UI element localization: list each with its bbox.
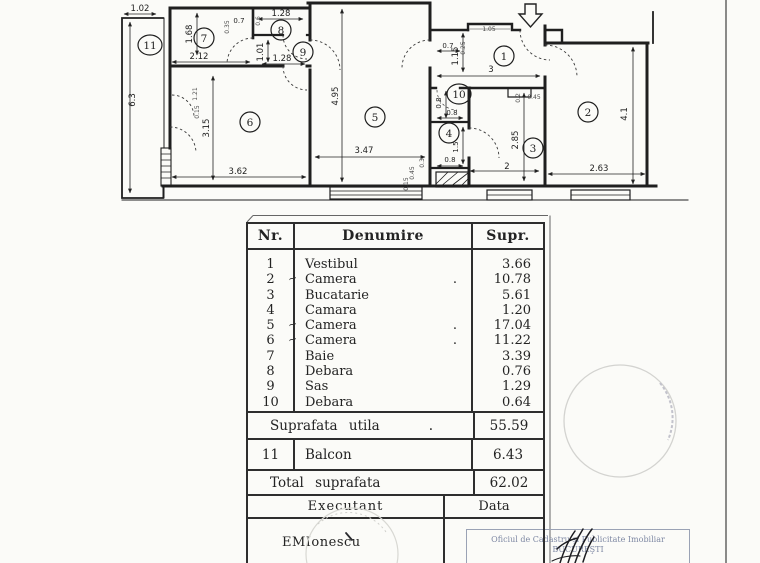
- dim-label: 2.85: [511, 130, 521, 150]
- column-denumire: [286, 250, 473, 411]
- row-supr: 17.04: [493, 318, 531, 334]
- room-label-6: [240, 112, 260, 132]
- row-nr: 4: [266, 302, 275, 318]
- row-nr: 1: [266, 257, 275, 272]
- row-nr: 2: [266, 272, 275, 288]
- row-nr: 9: [266, 379, 275, 395]
- plan-dimension-labels: [128, 4, 630, 191]
- row-name: Bucatarie: [305, 287, 369, 303]
- room-number: 10: [452, 89, 466, 101]
- balcon-nr: 11: [248, 440, 295, 469]
- dim-label: 4.95: [331, 86, 341, 106]
- dim-label: 0.2: [515, 93, 522, 103]
- row-name: Vestibul: [305, 257, 358, 272]
- row-supr: 1.29: [502, 379, 531, 395]
- dim-label: 0.15: [403, 177, 410, 191]
- header-supr: Supr.: [486, 228, 530, 244]
- row-supr: 11.22: [493, 333, 531, 349]
- dim-label: 1.28: [271, 9, 291, 19]
- suprafata-utila-row: [248, 413, 543, 440]
- row-nr: 10: [262, 394, 279, 410]
- dim-label: 3.47: [354, 146, 374, 156]
- dim-label: 1.01: [256, 42, 266, 62]
- row-supr: 10.78: [493, 272, 531, 288]
- row-nr: 5: [266, 318, 275, 334]
- total-value: 62.02: [473, 471, 543, 494]
- dim-label: 1.02: [130, 4, 150, 14]
- office-stamp-line1: Oficiul de Cadastru şi Publicitate Imobiliar: [491, 535, 665, 544]
- room-number: 2: [584, 107, 592, 119]
- pen-dot-mark: .: [452, 318, 457, 334]
- dim-label: 1.68: [185, 24, 195, 44]
- room-label-2: [578, 102, 598, 122]
- pen-tick-mark: ~: [286, 271, 299, 287]
- dim-label: 1.28: [272, 54, 292, 64]
- row-supr: 5.61: [502, 287, 531, 303]
- data-label: Data: [443, 496, 543, 517]
- table-header-row: [248, 224, 543, 250]
- room-label-4: [439, 123, 459, 143]
- dim-label: 1.21: [192, 87, 199, 101]
- row-name: Debara: [305, 364, 354, 380]
- dim-label: 0.8: [435, 97, 443, 109]
- total-row: [248, 471, 543, 496]
- executant-name: EMIonescu: [282, 535, 361, 550]
- room-number: 9: [299, 47, 307, 59]
- area-table: [246, 222, 545, 563]
- dim-label: 0.15: [194, 105, 201, 119]
- room-label-3: [523, 138, 543, 158]
- pen-dot-mark: .: [452, 272, 457, 288]
- pen-dot-mark: .: [428, 418, 433, 434]
- pen-tick-mark: ~: [286, 317, 299, 333]
- pen-tick-mark: ~: [286, 332, 299, 348]
- dim-label: 0.45: [409, 166, 416, 180]
- dim-label: 0.6: [255, 16, 262, 26]
- row-supr: 1.20: [502, 302, 531, 318]
- dim-label: 0.35: [224, 20, 231, 34]
- dim-label: 1.15: [451, 46, 461, 66]
- office-stamp-line2: BUCUREŞTI: [552, 544, 604, 554]
- row-name: ~ Camera .: [286, 271, 457, 288]
- total-label: Total suprafata: [270, 474, 381, 491]
- table-body: [248, 250, 543, 413]
- dim-label: 1.05: [482, 26, 496, 33]
- balcon-value: 6.43: [492, 446, 524, 463]
- header-denumire: Denumire: [295, 224, 473, 248]
- row-supr: 0.64: [502, 394, 531, 410]
- dim-label: 2.12: [189, 52, 209, 62]
- row-supr: 0.76: [502, 364, 531, 380]
- suprafata-utila-label: Suprafata utila .: [270, 417, 433, 434]
- dim-label: 0.45: [527, 94, 541, 101]
- dim-label: 2.63: [589, 164, 609, 174]
- room-number: 8: [277, 25, 285, 37]
- room-number: 4: [445, 128, 453, 140]
- executant-cell: [248, 519, 443, 563]
- executant-label: Executant: [307, 499, 384, 514]
- room-label-11: [138, 35, 162, 55]
- data-cell: [443, 519, 543, 563]
- executant-data-row: [248, 496, 543, 519]
- row-nr: 7: [266, 348, 275, 364]
- room-number: 11: [143, 40, 157, 52]
- dim-label: 3: [488, 65, 494, 75]
- row-name: Sas: [305, 379, 329, 395]
- dim-label: 3.15: [202, 118, 212, 138]
- row-name: Baie: [305, 348, 335, 364]
- room-number: 5: [371, 112, 379, 124]
- column-supr: [473, 250, 543, 411]
- suprafata-utila-value: 55.59: [473, 413, 543, 438]
- row-supr: 3.66: [502, 257, 531, 272]
- dim-label: 2: [504, 162, 510, 172]
- dim-label: 0.25: [460, 41, 467, 55]
- room-number: 3: [529, 143, 537, 155]
- entrance-arrow-icon: [519, 4, 542, 27]
- balcon-name: Balcon: [295, 440, 473, 469]
- header-nr: Nr.: [248, 224, 295, 248]
- row-name: Debara: [305, 394, 354, 410]
- dim-label: 3.62: [228, 167, 248, 177]
- room-label-5: [365, 107, 385, 127]
- row-nr: 3: [266, 287, 275, 303]
- signature-row: [248, 519, 543, 563]
- row-name: ~ Camera .: [286, 332, 457, 349]
- dim-label: 6.3: [128, 93, 138, 107]
- dim-label: 0.8: [446, 109, 458, 117]
- row-nr: 8: [266, 364, 275, 380]
- room-label-8: [271, 20, 291, 40]
- row-nr: 6: [266, 333, 275, 349]
- room-label-9: [293, 42, 313, 62]
- dim-label: 0.7: [442, 42, 454, 50]
- pen-dot-mark: .: [452, 333, 457, 349]
- room-number: 6: [246, 117, 254, 129]
- row-supr: 3.39: [502, 348, 531, 364]
- balcon-row: [248, 440, 543, 471]
- dim-label: 4.1: [620, 107, 630, 121]
- row-name: ~ Camera .: [286, 317, 457, 334]
- row-name: Camara: [305, 302, 357, 318]
- dim-label: 1.5: [452, 141, 460, 153]
- room-number: 1: [500, 51, 508, 63]
- dim-label: 0.3: [419, 158, 426, 168]
- room-label-1: [494, 46, 514, 66]
- dim-label: 0.7: [233, 17, 245, 25]
- dim-label: 0.8: [444, 156, 456, 164]
- room-number: 7: [200, 33, 208, 45]
